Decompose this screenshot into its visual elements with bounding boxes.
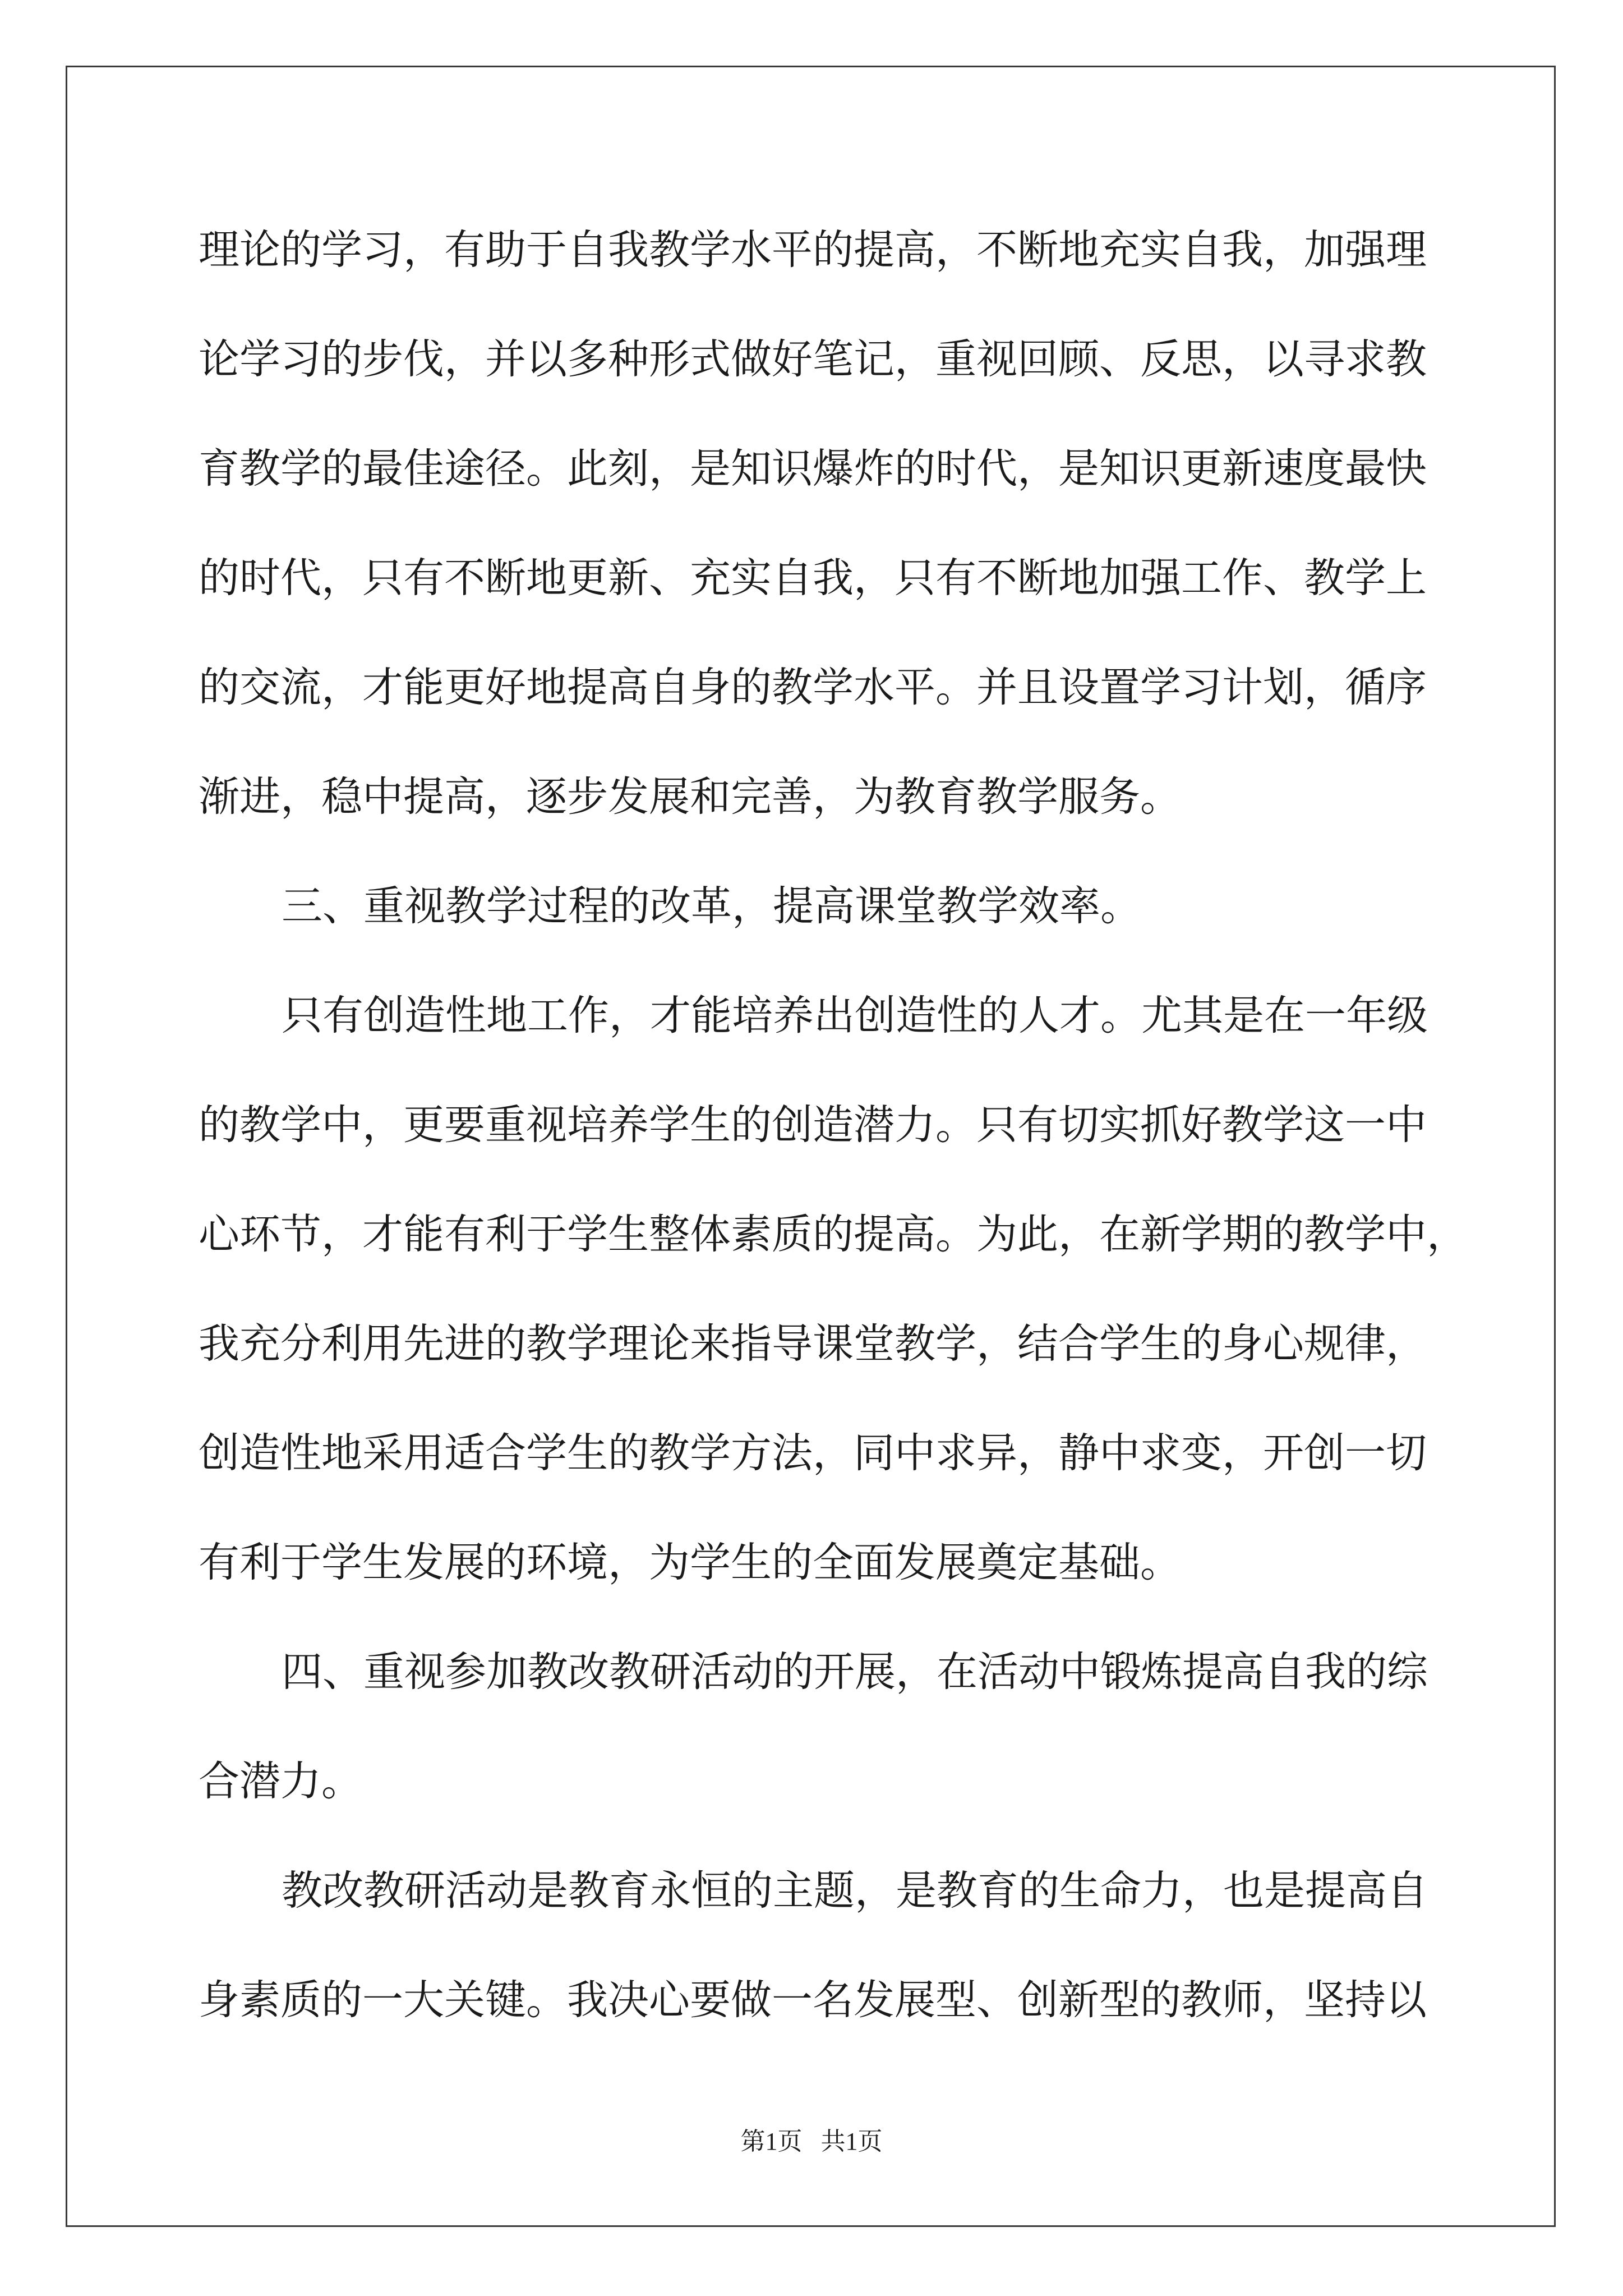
body-text-line: 的交流，才能更好地提高自身的教学水平。并且设置学习计划，循序 (199, 664, 1427, 711)
body-text-line: 的教学中，更要重视培养学生的创造潜力。只有切实抓好教学这一中 (199, 1101, 1427, 1149)
body-text-line: 只有创造性地工作，才能培养出创造性的人才。尤其是在一年级 (282, 992, 1428, 1039)
body-text-line: 创造性地采用适合学生的教学方法，同中求异，静中求变，开创一切 (199, 1429, 1427, 1477)
body-text-line: 我充分利用先进的教学理论来指导课堂教学，结合学生的身心规律， (199, 1320, 1427, 1368)
section-heading-three: 三、重视教学过程的改革，提高课堂教学效率。 (282, 882, 1141, 930)
body-text-line: 理论的学习，有助于自我教学水平的提高，不断地充实自我，加强理 (199, 226, 1427, 274)
body-text-line: 教改教研活动是教育永恒的主题，是教育的生命力，也是提高自 (282, 1867, 1428, 1915)
body-text-line: 身素质的一大关键。我决心要做一名发展型、创新型的教师，坚持以 (199, 1976, 1427, 2024)
body-text-line: 渐进，稳中提高，逐步发展和完善，为教育教学服务。 (199, 773, 1181, 821)
page-number-footer: 第1页 共1页 (740, 2128, 883, 2155)
body-text-line: 的时代，只有不断地更新、充实自我，只有不断地加强工作、教学上 (199, 554, 1427, 602)
body-text-line: 论学习的步伐，并以多种形式做好笔记，重视回顾、反思，以寻求教 (199, 335, 1427, 383)
section-heading-four-continued: 合潜力。 (199, 1757, 362, 1805)
body-text-line: 育教学的最佳途径。此刻，是知识爆炸的时代，是知识更新速度最快 (199, 445, 1427, 493)
body-text-line: 有利于学生发展的环境，为学生的全面发展奠定基础。 (199, 1539, 1181, 1586)
body-text-line: 心环节，才能有利于学生整体素质的提高。为此，在新学期的教学中， (199, 1211, 1468, 1258)
section-heading-four: 四、重视参加教改教研活动的开展，在活动中锻炼提高自我的综 (282, 1648, 1428, 1696)
